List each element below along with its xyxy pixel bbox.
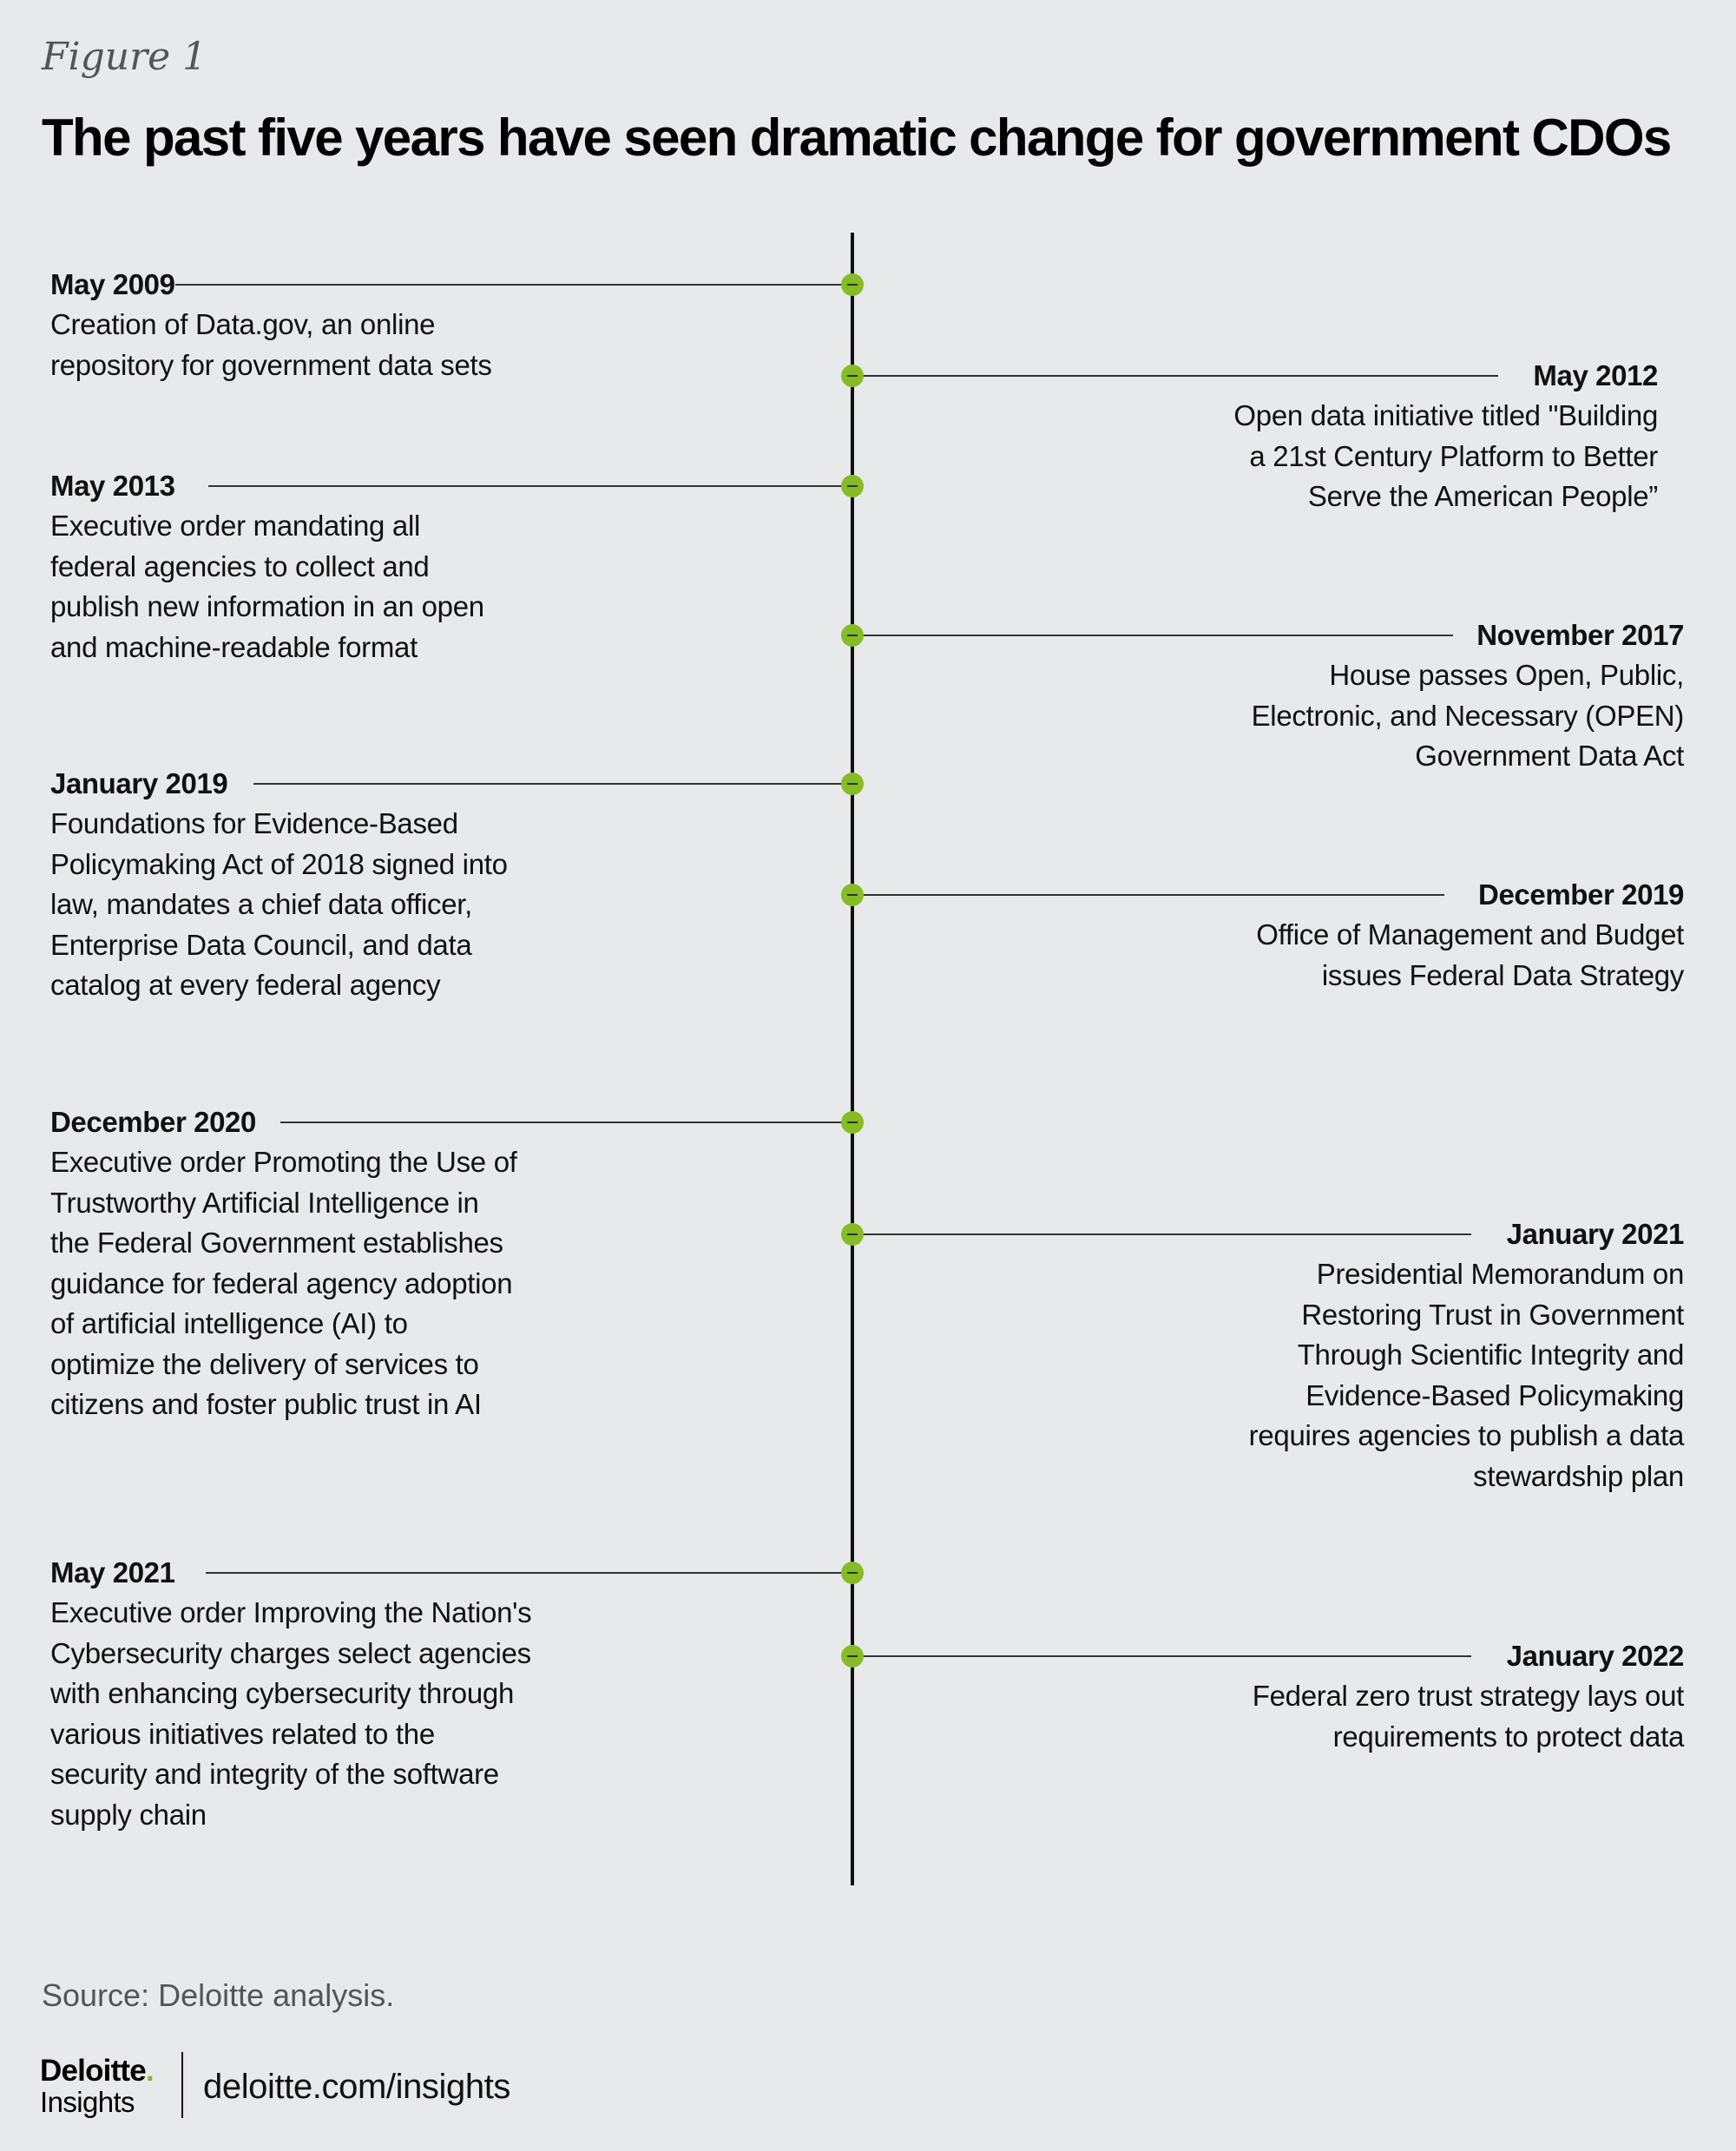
- event-date: January 2022: [1506, 1640, 1684, 1672]
- event-marker: [841, 1111, 864, 1134]
- timeline-event: [1252, 615, 1684, 777]
- event-date: May 2021: [50, 1556, 175, 1589]
- source-note: Source: Deloitte analysis.: [42, 1977, 395, 2013]
- event-date: December 2019: [1478, 878, 1684, 911]
- logo-dot: .: [145, 2054, 154, 2088]
- logo-subtitle: Insights: [40, 2086, 135, 2118]
- event-description: Presidential Memorandum on Restoring Trust in Government Through Scientific Integrity and Evidence-Based Policymaking requires agencies to publish a data stewardship plan: [1248, 1258, 1684, 1492]
- event-date: May 2013: [50, 470, 175, 502]
- logo-wordmark: Deloitte.: [40, 2054, 154, 2088]
- timeline-event: [1253, 1636, 1684, 1757]
- timeline-event: [50, 1102, 517, 1425]
- event-marker: [841, 1223, 864, 1246]
- event-description: Executive order Promoting the Use of Trustworthy Artificial Intelligence in the Federal Government establishes guidance for federal agency adoption of artificial intelligence (AI) to optimize the delivery of services to citizens and foster public trust in AI: [50, 1146, 517, 1420]
- event-date: November 2017: [1476, 619, 1684, 651]
- event-marker: [841, 773, 864, 795]
- event-description: Open data initiative titled "Building a 21st Century Platform to Better Serve the American People”: [1233, 399, 1658, 512]
- event-date: January 2019: [50, 767, 228, 799]
- event-marker: [841, 1645, 864, 1668]
- event-description: Executive order mandating all federal agencies to collect and publish new information in an open and machine-readable format: [50, 510, 484, 663]
- event-marker: [841, 475, 864, 497]
- event-date: May 2012: [1533, 359, 1658, 391]
- timeline-event: [1249, 1214, 1684, 1496]
- event-description: Office of Management and Budget issues Federal Data Strategy: [1256, 918, 1684, 991]
- event-marker: [841, 365, 864, 387]
- event-marker: [841, 273, 864, 296]
- timeline-event: [1233, 356, 1658, 517]
- event-date: January 2021: [1506, 1218, 1684, 1250]
- event-description: Federal zero trust strategy lays out requirements to protect data: [1252, 1680, 1684, 1753]
- timeline-event: [1256, 875, 1684, 996]
- event-marker: [841, 1562, 864, 1584]
- timeline-event: [50, 265, 492, 385]
- event-description: Executive order Improving the Nation's Cybersecurity charges select agencies with enhancing cybersecurity through various initiatives related to the security and integrity of the software supply chain: [50, 1596, 532, 1831]
- event-date: December 2020: [50, 1106, 256, 1138]
- deloitte-insights-logo[interactable]: [40, 2056, 154, 2116]
- timeline-event: [50, 466, 484, 668]
- event-date: May 2009: [50, 268, 175, 300]
- logo-divider: [181, 2052, 183, 2118]
- page-title: The past five years have seen dramatic change for government CDOs: [42, 109, 1671, 167]
- event-description: Creation of Data.gov, an online repository for government data sets: [50, 308, 492, 381]
- event-marker: [841, 624, 864, 647]
- event-description: Foundations for Evidence-Based Policymaking Act of 2018 signed into law, mandates a chief data officer, Enterprise Data Council, and data catalog at every federal agency: [50, 807, 508, 1001]
- timeline-event: [50, 764, 508, 1006]
- event-description: House passes Open, Public, Electronic, and Necessary (OPEN) Government Data Act: [1251, 659, 1684, 772]
- site-url-link[interactable]: deloitte.com/insights: [203, 2068, 511, 2106]
- timeline-event: [50, 1553, 531, 1835]
- figure-label: Figure 1: [42, 35, 207, 79]
- event-marker: [841, 884, 864, 906]
